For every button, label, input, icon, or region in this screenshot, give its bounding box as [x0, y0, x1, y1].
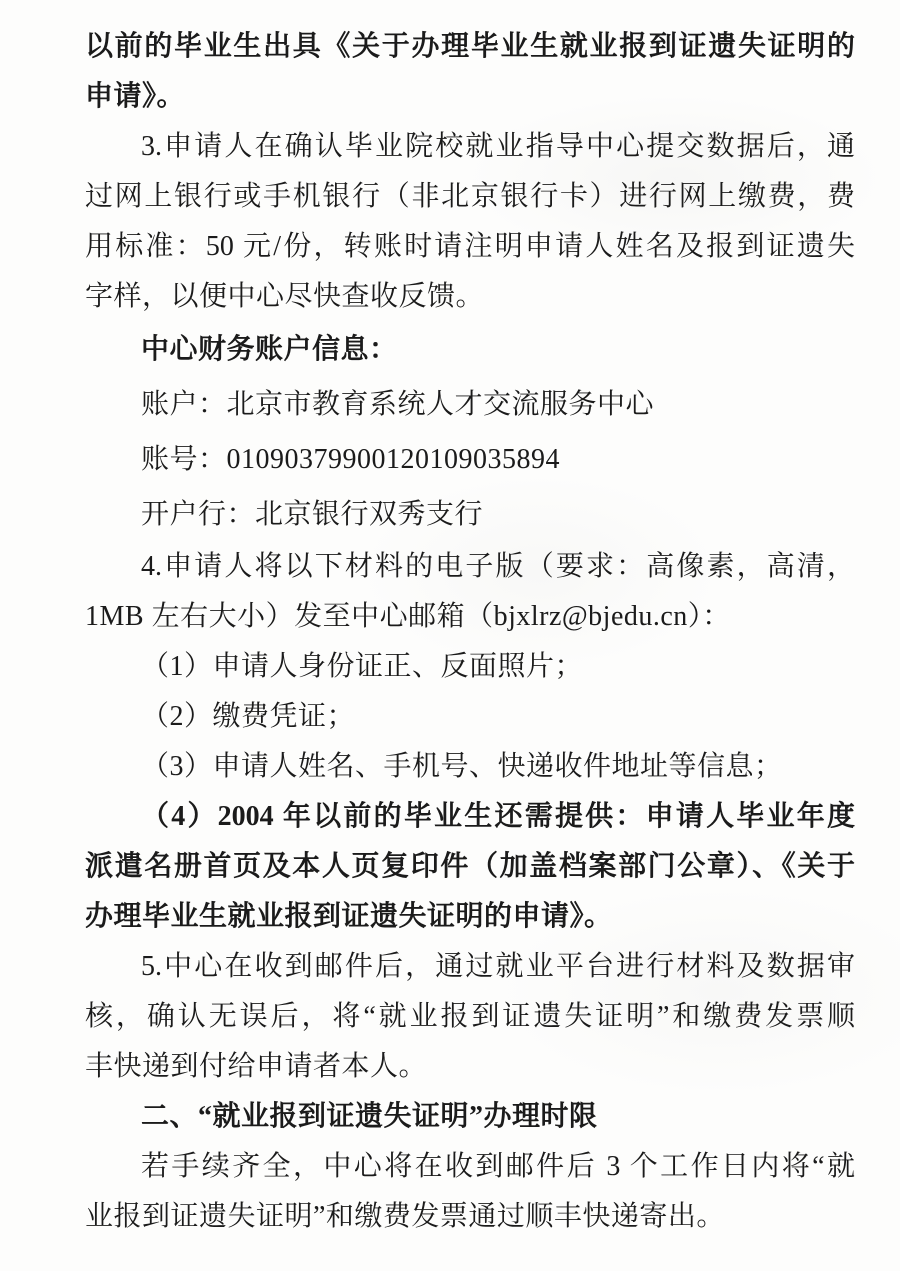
account-number-line: 账号：01090379900120109035894	[141, 444, 561, 475]
paragraph-line-application-title-continuation: 以前的毕业生出具《关于办理毕业生就业报到证遗失证明的	[85, 31, 855, 62]
list-item-3: （3）申请人姓名、手机号、快递收件地址等信息；	[141, 751, 783, 782]
paragraph-line-step3-payment: 过网上银行或手机银行（非北京银行卡）进行网上缴费，费	[85, 181, 855, 212]
paragraph-line-step3-fee: 用标准：50 元/份，转账时请注明申请人姓名及报到证遗失	[85, 231, 855, 262]
paragraph-line-application-title-end: 申请》。	[85, 81, 186, 112]
paragraph-line-step3-end: 字样，以便中心尽快查收反馈。	[85, 281, 485, 312]
account-info-heading: 中心财务账户信息：	[141, 334, 398, 365]
list-item-2: （2）缴费凭证；	[141, 701, 356, 732]
list-item-1: （1）申请人身份证正、反面照片；	[141, 651, 584, 682]
paragraph-line-step4-start: 4.申请人将以下材料的电子版（要求：高像素，高清，	[141, 551, 855, 582]
list-item-4-continuation: 派遣名册首页及本人页复印件（加盖档案部门公章）、《关于	[85, 851, 855, 882]
paragraph-line-step5-review: 核，确认无误后，将“就业报到证遗失证明”和缴费发票顺	[85, 1001, 855, 1032]
list-item-4-start: （4）2004 年以前的毕业生还需提供：申请人毕业年度	[141, 801, 855, 832]
paragraph-line-step5-start: 5.中心在收到邮件后，通过就业平台进行材料及数据审	[141, 951, 855, 982]
account-name-line: 账户：北京市教育系统人才交流服务中心	[141, 389, 655, 420]
paragraph-line-step3-start: 3.申请人在确认毕业院校就业指导中心提交数据后，通	[141, 131, 855, 162]
paragraph-line-step5-end: 丰快递到付给申请者本人。	[85, 1051, 428, 1082]
bank-branch-line: 开户行：北京银行双秀支行	[141, 499, 484, 530]
paragraph-line-timeline-start: 若手续齐全，中心将在收到邮件后 3 个工作日内将“就	[141, 1151, 855, 1182]
paragraph-line-timeline-end: 业报到证遗失证明”和缴费发票通过顺丰快递寄出。	[85, 1201, 725, 1232]
paragraph-line-step4-email: 1MB 左右大小）发至中心邮箱（bjxlrz@bjedu.cn）：	[85, 601, 731, 632]
section-two-heading: 二、“就业报到证遗失证明”办理时限	[141, 1101, 598, 1132]
list-item-4-end: 办理毕业生就业报到证遗失证明的申请》。	[85, 901, 613, 932]
